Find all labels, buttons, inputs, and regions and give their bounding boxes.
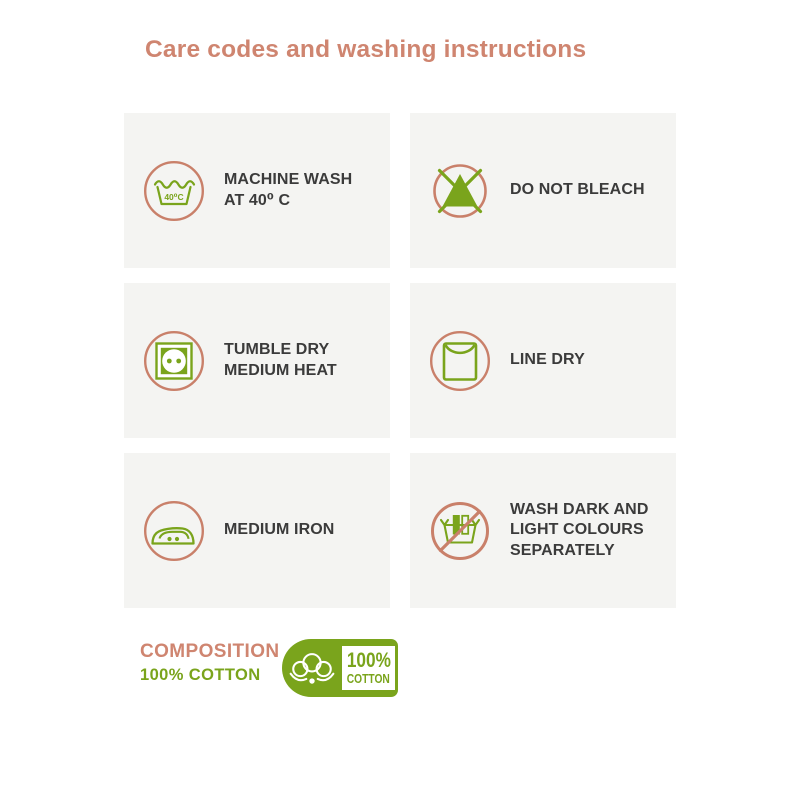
composition-block [140,641,280,685]
care-label [510,350,585,370]
care-cards-grid [124,113,676,608]
cotton-badge [282,639,398,697]
cotton-badge-percentage: 100% [346,649,391,673]
care-label [510,500,648,561]
care-label-line: AT 40⁰ C [224,191,291,209]
care-label-line: MACHINE WASH [224,171,353,189]
care-label [224,170,352,211]
composition-value: 100% COTTON [140,666,261,684]
composition-label: COMPOSITION [140,641,280,662]
care-label-line: TUMBLE DRY [224,341,330,359]
page-title: Care codes and washing instructions [145,36,587,63]
cotton-flower-icon [287,648,337,688]
do-not-bleach-icon [428,159,492,223]
care-card-do-not-bleach [410,113,676,268]
care-label-line: LINE DRY [510,351,585,369]
care-label-line: SEPARATELY [510,541,615,559]
care-card-wash-separately [410,453,676,608]
care-label-line: MEDIUM IRON [224,521,335,539]
cotton-badge-box [342,646,395,690]
line-dry-icon [428,329,492,393]
care-label-line: DO NOT BLEACH [510,181,645,199]
care-card-tumble-dry [124,283,390,438]
medium-iron-icon [142,499,206,563]
care-card-medium-iron [124,453,390,608]
care-label-line: WASH DARK AND [510,500,649,518]
care-label [224,340,337,381]
machine-wash-temperature-label: 40⁰C [164,191,184,202]
cotton-badge-label: COTTON [346,672,391,687]
care-label [510,180,645,200]
care-label-line: MEDIUM HEAT [224,361,337,379]
care-label-line: LIGHT COLOURS [510,521,644,539]
care-card-line-dry [410,283,676,438]
tumble-dry-icon [142,329,206,393]
wash-separately-icon [428,499,492,563]
machine-wash-icon [142,159,206,223]
care-label [224,520,334,540]
care-card-machine-wash [124,113,390,268]
